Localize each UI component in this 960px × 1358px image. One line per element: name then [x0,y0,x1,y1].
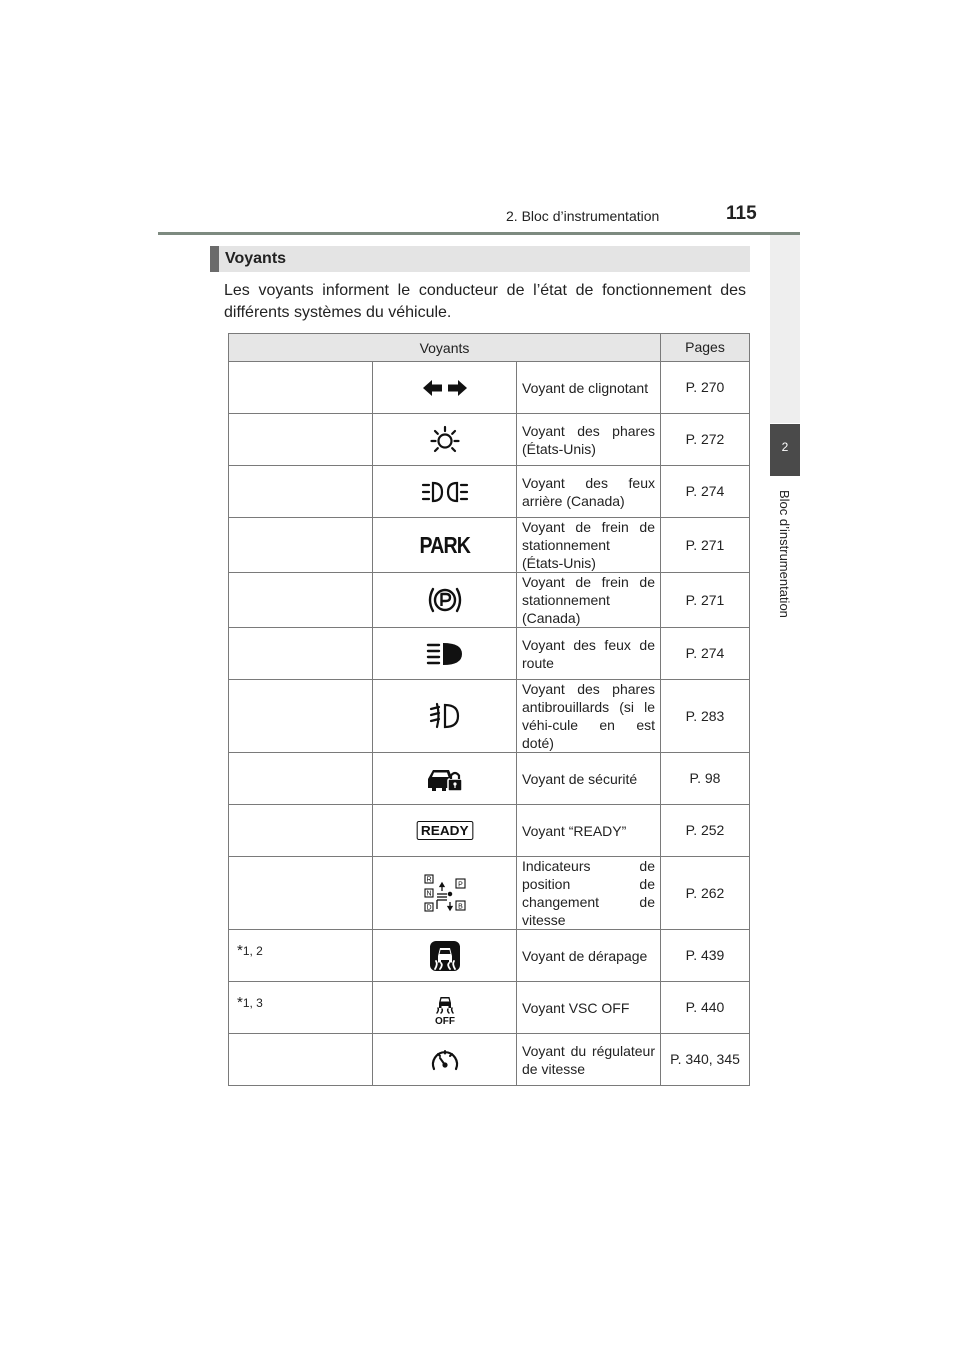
row-note-cell [229,857,373,930]
icon-cell [373,982,517,1034]
footnote-star-icon: * [237,942,243,959]
row-note-cell [229,628,373,680]
footnote-star-icon: * [237,994,243,1011]
table-row [229,982,750,1034]
icon-cell [373,414,517,466]
row-note-cell [229,753,373,805]
section-header [210,246,750,272]
header-rule [158,232,800,235]
indicator-table [228,333,750,1086]
svg-text:N: N [425,890,432,898]
icon-cell [373,518,517,573]
page-reference: P. 283 [661,680,750,753]
footnote-ref: 1, 2 [242,944,263,958]
page-reference: P. 252 [661,805,750,857]
svg-text:D: D [425,904,432,912]
chapter-title: 2. Bloc d’instrumentation [506,208,660,224]
vsc-off-label: OFF [434,1015,455,1026]
table-row [229,362,750,414]
table-row [229,466,750,518]
ready-icon: READY [416,821,472,840]
shift-position-icon [423,873,467,913]
page-reference: P. 440 [661,982,750,1034]
icon-cell [373,930,517,982]
indicator-name: Voyant “READY” [517,805,661,857]
page-reference: P. 272 [661,414,750,466]
icon-cell [373,628,517,680]
page-reference: P. 270 [661,362,750,414]
row-note-cell [229,466,373,518]
table-row [229,930,750,982]
row-note-cell [229,518,373,573]
page-number: 115 [726,203,757,224]
section-accent [210,246,219,272]
row-note-cell [229,414,373,466]
indicator-name: Indicateurs de position de changement de vitesse [517,857,661,930]
indicator-name: Voyant de sécurité [517,753,661,805]
footnote-ref: 1, 3 [242,996,263,1010]
side-tab-background [770,235,800,423]
indicator-name: Voyant des phares (États-Unis) [517,414,661,466]
page-reference: P. 274 [661,466,750,518]
indicator-name: Voyant des feux de route [517,628,661,680]
table-row [229,414,750,466]
row-note-cell [229,805,373,857]
row-note-cell [229,930,373,982]
icon-cell [373,1034,517,1086]
intro-paragraph: Les voyants informent le conducteur de l’état de fonctionnement des différents systèmes du véhicule. [224,282,746,321]
icon-cell [373,362,517,414]
row-note-cell [229,1034,373,1086]
icon-cell [373,753,517,805]
headlight-icon [429,424,461,456]
svg-text:R: R [425,876,432,884]
high-beam-icon [425,640,465,668]
icon-cell [373,680,517,753]
page-reference: P. 274 [661,628,750,680]
page-reference: P. 262 [661,857,750,930]
svg-text:B: B [457,903,463,911]
icon-cell [373,573,517,628]
table-row [229,753,750,805]
table-row [229,1034,750,1086]
row-note-cell [229,982,373,1034]
tail-light-icon [421,479,469,505]
security-icon [425,764,465,794]
slip-indicator-icon [428,939,462,973]
chapter-tab-number: 2 [781,440,789,454]
footnote-marker [237,994,263,1011]
table-header-row [229,334,750,362]
page-reference: P. 340, 345 [661,1034,750,1086]
indicator-name: Voyant des phares antibrouillards (si le véhi-cule en est doté) [517,680,661,753]
indicator-name: Voyant de dérapage [517,930,661,982]
indicator-name: Voyant de clignotant [517,362,661,414]
chapter-tab-label: Bloc d’instrumentation [777,490,792,618]
page-reference: P. 439 [661,930,750,982]
section-title: Voyants [225,250,287,267]
page-reference: P. 98 [661,753,750,805]
row-note-cell [229,573,373,628]
chapter-tab-label-wrap [770,478,800,648]
header-pages: Pages [661,334,750,362]
icon-cell [373,805,517,857]
indicator-name: Voyant du régulateur de vitesse [517,1034,661,1086]
row-note-cell [229,680,373,753]
fog-light-icon [428,701,462,731]
table-row [229,857,750,930]
page-reference: P. 271 [661,573,750,628]
indicator-name: Voyant de frein de stationnement (Canada) [517,573,661,628]
indicator-name: Voyant des feux arrière (Canada) [517,466,661,518]
cruise-control-icon [428,1045,462,1075]
table-row [229,518,750,573]
icon-cell [373,466,517,518]
chapter-tab [770,424,800,476]
indicator-name: Voyant de frein de stationnement (États-Unis) [517,518,661,573]
footnote-marker [237,942,263,959]
row-note-cell [229,362,373,414]
table-row [229,805,750,857]
parking-brake-icon [425,584,465,616]
vsc-off-icon [428,990,462,1026]
table-row [229,680,750,753]
turn-signal-icon [421,377,469,399]
svg-text:P: P [457,881,463,889]
table-row [229,628,750,680]
icon-cell [373,857,517,930]
page-reference: P. 271 [661,518,750,573]
indicator-name: Voyant VSC OFF [517,982,661,1034]
header-voyants: Voyants [229,334,661,362]
park-text-icon: PARK [419,531,470,558]
table-row [229,573,750,628]
